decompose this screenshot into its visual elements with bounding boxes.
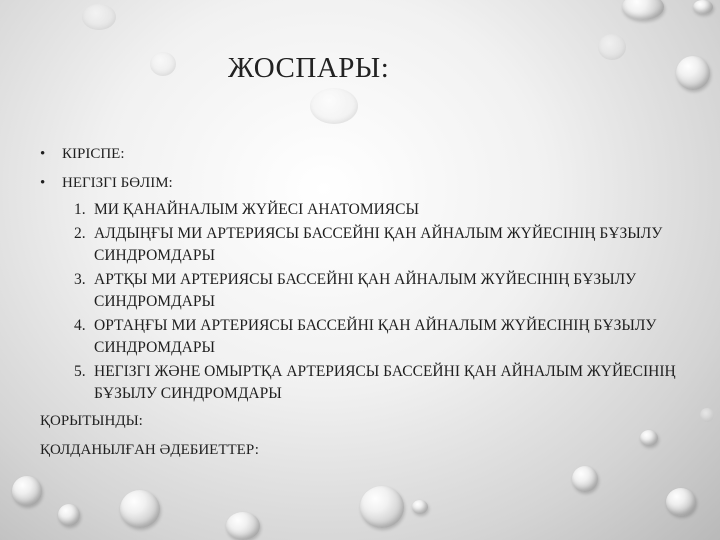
list-item-number: 4.: [74, 317, 86, 334]
water-drop-icon: [120, 490, 160, 528]
list-item-text: НЕГІЗГІ ЖӘНЕ ОМЫРТҚА АРТЕРИЯСЫ БАССЕЙНІ ҚАН АЙНАЛЫМ ЖҮЙЕСІНІҢ БҰЗЫЛУ СИНДРОМДАРЫ: [94, 363, 676, 402]
water-drop-icon: [622, 0, 664, 20]
list-item-text: АЛДЫҢҒЫ МИ АРТЕРИЯСЫ БАССЕЙНІ ҚАН АЙНАЛЫМ ЖҮЙЕСІНІҢ БҰЗЫЛУ СИНДРОМДАРЫ: [94, 225, 663, 264]
water-drop-icon: [598, 34, 626, 60]
water-drop-icon: [82, 4, 116, 30]
bullet-main-part: [40, 175, 173, 192]
references-heading: ҚОЛДАНЫЛҒАН ӘДЕБИЕТТЕР:: [40, 442, 259, 458]
water-drop-icon: [12, 476, 42, 506]
water-drop-icon: [676, 56, 710, 90]
list-item-number: 5.: [74, 363, 86, 380]
bullet-marker: •: [40, 146, 46, 162]
list-item: [74, 361, 694, 405]
bullet-introduction: [40, 146, 125, 163]
water-drop-icon: [412, 500, 428, 514]
water-drop-icon: [58, 504, 80, 526]
water-drop-icon: [666, 488, 696, 516]
list-item: [74, 315, 694, 359]
slide-title: ЖОСПАРЫ:: [228, 52, 390, 84]
list-item-number: 1.: [74, 201, 86, 218]
bullet-label: НЕГІЗГІ БӨЛІМ:: [62, 175, 173, 191]
water-drop-icon: [150, 52, 176, 76]
water-drop-icon: [640, 430, 658, 446]
list-item-number: 3.: [74, 271, 86, 288]
list-item: [74, 223, 694, 267]
bullet-marker: •: [40, 175, 46, 191]
list-item-number: 2.: [74, 225, 86, 242]
water-drop-icon: [693, 0, 713, 14]
list-item-text: АРТҚЫ МИ АРТЕРИЯСЫ БАССЕЙНІ ҚАН АЙНАЛЫМ ЖҮЙЕСІНІҢ БҰЗЫЛУ СИНДРОМДАРЫ: [94, 271, 637, 310]
bullet-label: КІРІСПЕ:: [62, 146, 125, 162]
list-item: [74, 199, 694, 221]
conclusion-heading: ҚОРЫТЫНДЫ:: [40, 413, 143, 429]
list-item-text: МИ ҚАНАЙНАЛЫМ ЖҮЙЕСІ АНАТОМИЯСЫ: [94, 201, 420, 218]
water-drop-icon: [226, 512, 260, 540]
water-drop-icon: [360, 486, 404, 528]
list-item-text: ОРТАҢҒЫ МИ АРТЕРИЯСЫ БАССЕЙНІ ҚАН АЙНАЛЫМ ЖҮЙЕСІНІҢ БҰЗЫЛУ СИНДРОМДАРЫ: [94, 317, 657, 356]
list-item: [74, 269, 694, 313]
water-drop-icon: [310, 88, 358, 124]
water-drop-icon: [700, 408, 714, 422]
water-drop-icon: [572, 466, 598, 492]
numbered-list: [74, 199, 694, 407]
